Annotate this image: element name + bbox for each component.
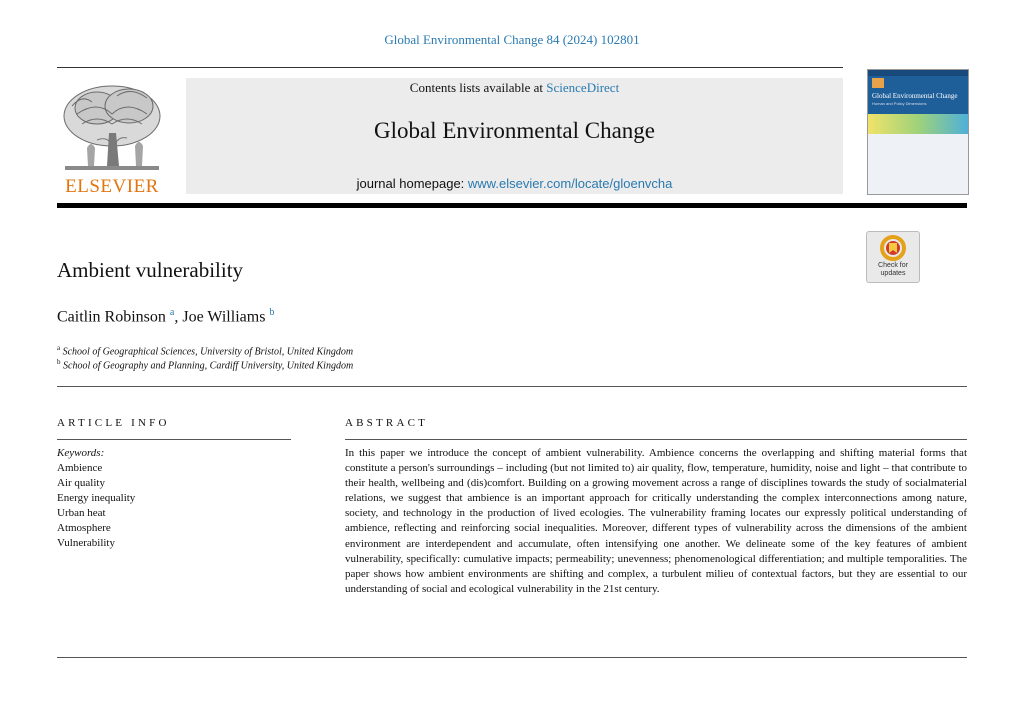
abstract-bottom-rule [57, 657, 967, 658]
check-updates-icon [880, 235, 906, 261]
article-info-rule [57, 439, 291, 440]
contents-lists-line [186, 80, 843, 96]
elsevier-wordmark: ELSEVIER [65, 176, 159, 197]
author-separator: , [174, 308, 183, 326]
check-updates-label: Check for updates [878, 262, 908, 277]
cover-logo-icon [872, 78, 884, 88]
affiliation: $^b$ School of Geography and Planning, Cardiff University, United Kingdom [57, 358, 354, 372]
article-info-heading: ARTICLE INFO [57, 417, 170, 429]
header-thick-rule [57, 203, 967, 208]
journal-title: Global Environmental Change [373, 118, 656, 143]
journal-citation[interactable]: Global Environmental Change 84 (2024) 102801 [384, 32, 640, 47]
affiliation-marker[interactable]: b [269, 307, 275, 318]
contents-prefix: Contents lists available at [409, 80, 547, 95]
journal-header-band [186, 78, 843, 194]
keyword-item: Energy inequality [57, 492, 136, 504]
journal-homepage-line [186, 176, 843, 191]
author-name[interactable]: Joe Williams [182, 308, 266, 326]
sciencedirect-link[interactable]: ScienceDirect [546, 80, 620, 95]
cover-lower [868, 134, 968, 194]
journal-cover-thumbnail[interactable] [867, 69, 969, 195]
article-title: Ambient vulnerability [57, 258, 244, 282]
homepage-prefix: journal homepage: [356, 176, 468, 191]
elsevier-tree-icon [57, 78, 167, 176]
abstract-heading: ABSTRACT [345, 417, 429, 429]
abstract-body: In this paper we introduce the concept of ambient vulnerability. Ambience concerns the overlapping and shifting material forms that constitute a person's surroundings – including (but not limited to) air quality, flow, temperature, humidity, noise and light – that contribute to their health, wellbeing and (dis)comfort. Building on a growing movement across a range of disciplines towards the study of socialmaterial relations, we suggest that ambience is an important approach for critically understanding the complex interconnections among nature, society, and technology in the production of lived ecologies. The vulnerability framing locates our expressly political understanding of ambience, reflecting and reinforcing social inequalities. Moreover, different types of vulnerability across the dimensions of the ambient environment are interdependent and accumulate, often intensifying one another. We delineate some of the key features of ambient vulnerability, specifically: cumulative impacts; permeability; unevenness; phenomenological differentiation; and multiple temporalities. The paper shows how ambient environments are shifting and complex, a turbulent milieu of contextual factors, but they are essential to our understanding of social and ecological vulnerability in the 21st century. [345, 447, 967, 595]
keyword-item: Vulnerability [57, 537, 115, 549]
check-for-updates-badge[interactable] [866, 231, 920, 283]
elsevier-logo[interactable] [57, 78, 167, 196]
keyword-item: Air quality [57, 477, 105, 489]
cover-title: Global Environmental Change [872, 92, 958, 100]
keyword-item: Ambience [57, 462, 103, 474]
keyword-item: Atmosphere [57, 522, 111, 534]
keyword-item: Urban heat [57, 507, 106, 519]
author-name[interactable]: Caitlin Robinson [57, 308, 166, 326]
author-list [57, 307, 274, 326]
affiliation-marker[interactable]: a [169, 307, 175, 318]
header-top-rule [57, 67, 843, 68]
section-divider [57, 386, 967, 387]
keywords-label: Keywords: [57, 447, 105, 459]
affiliation: $^a$ School of Geographical Sciences, University of Bristol, United Kingdom [57, 344, 354, 358]
cover-subtitle: Human and Policy Dimensions [872, 101, 927, 106]
keywords-list [57, 446, 135, 551]
homepage-link[interactable]: www.elsevier.com/locate/gloenvcha [467, 176, 673, 191]
cover-band [868, 114, 968, 134]
abstract-rule [345, 439, 967, 440]
cover-top-bar [868, 70, 968, 76]
